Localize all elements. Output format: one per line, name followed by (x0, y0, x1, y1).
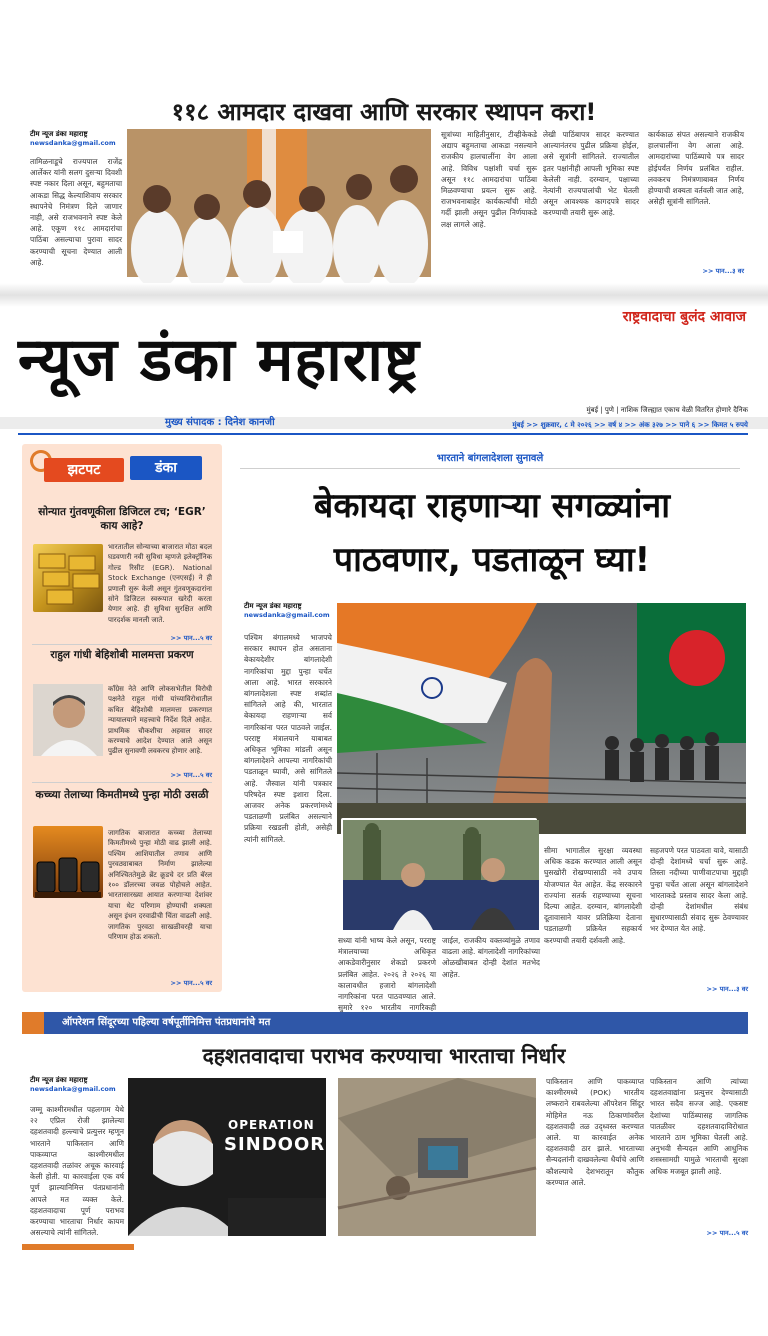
sidebar-divider-2 (32, 782, 212, 783)
sidebar-item1-more[interactable]: >> पान...५ वर (170, 634, 212, 642)
people-meeting-illustration (127, 129, 431, 277)
lead-col1-text: पश्चिम बंगालमध्ये भाजपचे सरकार स्थापन होत असताना बेकायदेशीर बांगलादेशी नागरिकांचा मुद्दा पुन्हा चर्चेत आला आहे. भारत सरकारने बांगलादेशला स्पष्ट शब्दांत सांगितले आहे की, भारतात बेकायदा राहणाऱ्या सर्व नागरिकांना परत पाठवले जाईल. परराष्ट्र मंत्रालयाने याबाबत अधिकृत भूमिका मांडली असून बांगलादेशने आपल्या नागरिकांची पडताळून घ्यावी, असे सांगितले आहे. जैस्वाल यांनी पत्रकार परिषदेत स्पष्ट इशारा दिला. आजवर अनेक प्रकरणांमध्ये पडताळणी प्रलंबित असल्याने प्रक्रिया रखडली होती, असेही त्यांनी सांगितले. (244, 633, 332, 844)
sidebar-title-part2: डंका (130, 456, 202, 480)
sidebar-title-part1: झटपट (44, 458, 124, 482)
email-link[interactable]: newsdanka@gmail.com (244, 611, 330, 619)
lead-col4-text: सहजपणे परत पाठवता यावे, यासाठी दोन्ही देशांमध्ये चर्चा सुरू आहे. तिस्ता नदीच्या पाणीवाटपाचा मुद्दाही पुन्हा चर्चेत आला असून बांगलादेशने भारताकडे प्रस्ताव सादर केला आहे. दोन्ही देशांमधील संबंध सुधारण्यासाठी संवाद सुरू ठेवण्यावर भर देण्यात येत आहे. (650, 846, 748, 934)
email-link[interactable]: newsdanka@gmail.com (30, 139, 116, 147)
masthead-rule (18, 433, 748, 435)
sidebar-divider-1 (32, 644, 212, 645)
lead-headline-line2: पाठवणार, पडताळून घ्या! (333, 540, 651, 580)
kicker-rule (240, 468, 740, 469)
top-col1-text: तामिळनाडूचे राज्यपाल राजेंद्र आर्लेकर यांनी सलग दुसऱ्या दिवशी स्पष्ट नकार दिला असून, बहुमताचा आकडा सिद्ध केल्याशिवाय सरकार स्थापनेचे निमंत्रण दिले जाणार नाही, असे राजभवनाने स्पष्ट केले आहे. एकूण ११८ आमदारांचा पाठिंबा असल्याचा पुरावा सादर करण्याची सूचना देण्यात आली आहे. (30, 157, 122, 267)
bottom-footer-rule (22, 1244, 134, 1250)
oil-barrels-illustration (33, 826, 103, 898)
gold-bars-photo (33, 544, 103, 612)
top-headline: ११८ आमदार दाखवा आणि सरकार स्थापन करा! (171, 98, 597, 126)
sidebar-item3-text: जागतिक बाजारात कच्च्या तेलाच्या किमतीमध्ये पुन्हा मोठी वाढ झाली आहे. पश्चिम आशियातील तणाव आणि पुरवठ्याबाबत निर्माण झालेल्या अनिश्चिततेमुळे ब्रेंट क्रूडचे दर प्रति बॅरल १०० डॉलरच्या जवळ पोहोचले आहेत. भारतासारख्या आयात करणाऱ्या देशांवर याचा थेट परिणाम होण्याची शक्यता असून इंधन दरवाढीची चिंता वाढली आहे. जागतिक पुरवठा साखळीवरही याचा परिणाम होऊ शकतो. (108, 829, 212, 942)
sidebar-item1-headline: सोन्यात गुंतवणूकीला डिजिटल टच; ‘EGR’ काय आहे? (38, 506, 206, 532)
masthead-tagline: राष्ट्रवादाचा बुलंद आवाज (622, 309, 746, 325)
sidebar-item3-headline: कच्च्या तेलाच्या किमतीमध्ये पुन्हा मोठी उसळी (35, 789, 209, 801)
overlay-line1: OPERATION (228, 1118, 315, 1132)
portrait-illustration (33, 684, 103, 756)
lead-inset-photo (341, 818, 537, 928)
india-bangladesh-border-illustration (337, 603, 746, 834)
sidebar-item1-text: भारतातील सोन्याच्या बाजारात मोठा बदल घडवणारी नवी सुविधा म्हणजे इलेक्ट्रॉनिक गोल्ड रिसीट (EGR). National Stock Exchange (एनएसई) ने ही प्रणाली सुरू केली असून गुंतवणूकदारांना सोने डिजिटल स्वरूपात खरेदी करता येणार आहे. ही सुविधा सुरक्षित आणि पारदर्शक मानली जाते. (108, 543, 212, 624)
byline: टीम न्यूज डंका महाराष्ट्र (244, 602, 302, 610)
bottom-byline-block (30, 1076, 124, 1094)
sidebar-item3-more[interactable]: >> पान...५ वर (170, 979, 212, 987)
top-col3-text: लेखी पाठिंबापत्र सादर करण्यात आल्यानंतरच पुढील प्रक्रिया होईल, असे सूत्रांनी सांगितले. राज्यातील इतर पक्षांनीही आपली भूमिका स्पष्ट केलेली नाही. दरम्यान, पक्षाच्या नेत्यांनी राज्यपालांची भेट घेतली असून आवश्यक कागदपत्रे सादर करण्याची तयारी सुरू आहे. (543, 130, 639, 218)
lead-col5-text: जाईल, राजकीय वक्तव्यांमुळे तणाव वाढला आहे. बांगलादेशी नागरिकांच्या ओळखीबाबत दोन्ही देशांत मतभेद आहेत. (442, 936, 540, 979)
editions-line: मुंबई | पुणे | नाशिक जिल्ह्यात एकाच वेळी वितरित होणारे दैनिक (586, 406, 748, 414)
lead-photo-border (337, 603, 746, 834)
byline: टीम न्यूज डंका महाराष्ट्र (30, 130, 88, 138)
banner-accent (22, 1012, 44, 1034)
oil-barrels-photo (33, 826, 103, 898)
sidebar-header (22, 446, 222, 486)
sidebar-item2-more[interactable]: >> पान...५ वर (170, 771, 212, 779)
portrait-illustration (128, 1078, 326, 1236)
bottom-col2-text: पाकिस्तान आणि पाकव्याप्त काश्मीरमध्ये (POK) भारतीय लष्कराने राबवलेल्या ऑपरेशन सिंदूर मोहिमेत नऊ ठिकाणांवरील दहशतवादी तळ उद्ध्वस्त करण्यात आले. या कारवाईत अनेक दहशतवादी ठार झाले. भारताच्या सैन्यदलांनी दाखवलेल्या धैर्याचे आणि कौशल्याचे देशभरातून कौतुक करण्यात आले. (546, 1077, 644, 1187)
bottom-headline: दहशतवादाचा पराभव करण्याचा भारताचा निर्धार (202, 1044, 566, 1068)
top-col2-text: सूत्रांच्या माहितीनुसार, टीव्हीकेकडे अद्याप बहुमताचा आकडा नसल्याने राजकीय हालचालींना वेग आला आहे. विविध पक्षांशी चर्चा सुरू असून ११८ आमदारांचा पाठिंबा मिळवण्याचा प्रयत्न सुरू आहे. राजभवनाबाहेर कार्यकर्त्यांची मोठी गर्दी झाली असून पुढील निर्णयाकडे लक्ष लागले आहे. (441, 130, 537, 229)
lead-col2-text: सीमा भागातील सुरक्षा व्यवस्था अधिक कडक करण्यात आली असून घुसखोरी रोखण्यासाठी नवे उपाय योजण्यात येत आहेत. केंद्र सरकारने राज्यांना सतर्क राहण्याच्या सूचना दिल्या आहेत. दरम्यान, बांगलादेशी दूतावासाने यावर प्रतिक्रिया देताना पडताळणी प्रक्रियेत सहकार्य करण्याची तयारी दर्शवली आहे. (544, 846, 642, 945)
masthead-name: न्यूज डंका महाराष्ट्र (18, 325, 420, 395)
satellite-photo (338, 1078, 536, 1236)
divider-band (0, 283, 768, 307)
banner-text: ऑपरेशन सिंदूरच्या पहिल्या वर्षपूर्तीनिमित्त पंतप्रधानांचे मत (62, 1017, 271, 1028)
top-col4-text: कार्यकाळ संपत असल्याने राजकीय हालचालींना वेग आला आहे. आमदारांच्या पाठिंब्याचे पत्र सादर होईपर्यंत निर्णय प्रलंबित राहील. लवकरच निमंत्रणाबाबत निर्णय होण्याची शक्यता वर्तवली जात आहे, असेही सूत्रांनी सांगितले. (648, 130, 744, 207)
press-conference-illustration (343, 820, 539, 930)
editor-label: मुख्य संपादक : दिनेश कानजी (165, 417, 275, 428)
bottom-col1-text: जम्मू काश्मीरमधील पहलगाम येथे २२ एप्रिल रोजी झालेल्या दहशतवादी हल्ल्याचे प्रत्युत्तर म्हणून भारताने पाकिस्तान आणि पाकव्याप्त काश्मीरमधील दहशतवादी तळांवर अचूक कारवाई केली होती. या कारवाईला एक वर्ष पूर्ण झाल्यानिमित्त पंतप्रधानांनी आपले मत व्यक्त केले. दहशतवादाचा पूर्ण पराभव करण्याचा भारताचा निर्धार कायम असल्याचे त्यांनी सांगितले. (30, 1105, 124, 1238)
operation-sindoor-photo (128, 1078, 326, 1236)
overlay-line2: SINDOOR (224, 1134, 326, 1155)
lead-col3-text: सध्या यांनी भाष्य केले असून, परराष्ट्र मंत्रालयाच्या अधिकृत आकडेवारीनुसार शेकडो प्रकरणे प्रलंबित आहेत. २०२६ ते २०२६ या कालावधीत हजारो बांगलादेशी नागरिकांना परत पाठवण्यात आले. सुमारे १२० भारतीय नागरिकही (338, 936, 436, 1013)
sidebar-item3-text-cont (33, 904, 212, 976)
rahul-gandhi-photo (33, 684, 103, 756)
lead-byline-block (244, 602, 334, 620)
top-more-link[interactable]: >> पान...३ वर (702, 267, 744, 275)
top-byline-block (30, 130, 120, 148)
email-link[interactable]: newsdanka@gmail.com (30, 1085, 116, 1093)
sidebar-item2-headline: राहुल गांधी बेहिशोबी मालमत्ता प्रकरण (50, 649, 194, 661)
byline: टीम न्यूज डंका महाराष्ट्र (30, 1076, 88, 1084)
lead-kicker: भारताने बांगलादेशला सुनावले (436, 453, 544, 464)
issue-line: मुंबई >> शुक्रवार, ८ मे २०२६ >> वर्ष ४ >> अंक ३२७ >> पाने ६ >> किमत ५ रुपये (512, 421, 748, 429)
gold-bars-illustration (33, 544, 103, 612)
satellite-strike-illustration (338, 1078, 536, 1236)
lead-more-link[interactable]: >> पान...३ वर (706, 985, 748, 993)
sidebar-item2-text: काँग्रेस नेते आणि लोकसभेतील विरोधी पक्षनेते राहुल गांधी यांच्याविरोधातील कथित बेहिशोबी मालमत्ता प्रकरणात न्यायालयाने महत्त्वाचे निर्देश दिले आहेत. प्राथमिक चौकशीचा अहवाल सादर करण्याचे आदेश देण्यात आले असून पुढील सुनावणी लवकरच होणार आहे. (108, 685, 212, 756)
lead-headline-line1: बेकायदा राहणाऱ्या सगळ्यांना (313, 486, 671, 526)
bottom-col3-text: पाकिस्तान आणि त्यांच्या दहशतवाद्यांना प्रत्युत्तर देण्यासाठी भारत सदैव सज्ज आहे. एकसष्ट देशांच्या पाठिंब्यासह जागतिक पातळीवर दहशतवादाविरोधात भारताने ठाम भूमिका घेतली आहे. अनुभवी सैन्यदल आणि आधुनिक शस्त्रसामग्री यामुळे भारताची सुरक्षा अधिक मजबूत झाली आहे. (650, 1077, 748, 1176)
top-photo-meeting (127, 129, 431, 277)
bottom-more-link[interactable]: >> पान...५ वर (706, 1229, 748, 1237)
